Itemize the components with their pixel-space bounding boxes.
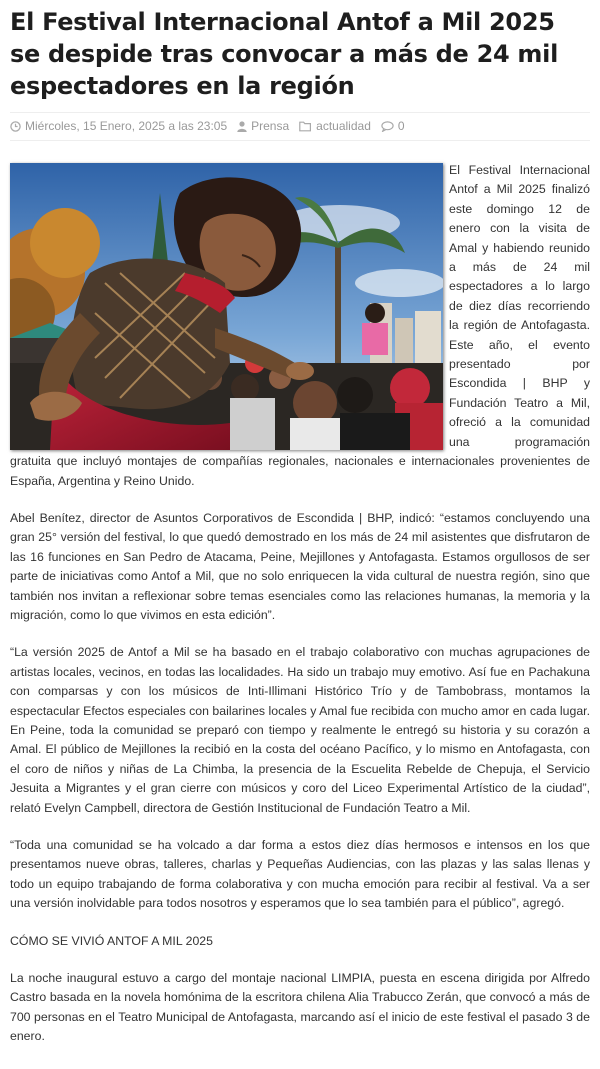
meta-category[interactable] xyxy=(299,119,371,133)
folder-icon xyxy=(299,121,312,132)
article-meta xyxy=(10,112,590,141)
comment-icon xyxy=(381,121,394,132)
meta-comments-count[interactable]: 0 xyxy=(397,119,405,133)
meta-author-link[interactable]: Prensa xyxy=(251,119,290,133)
meta-category-link[interactable]: actualidad xyxy=(316,119,371,133)
meta-author[interactable] xyxy=(237,119,289,133)
meta-date xyxy=(10,119,227,133)
meta-comments[interactable] xyxy=(381,119,405,133)
section-subheading: CÓMO SE VIVIÓ ANTOF A MIL 2025 xyxy=(10,933,213,948)
article xyxy=(0,6,600,1047)
user-icon xyxy=(237,121,247,132)
paragraph-2: Abel Benítez, director de Asuntos Corporativos de Escondida | BHP, indicó: “estamos concluyendo una gran 25° versión del festival, lo que quedó demostrado en los más de 24 mil asistentes que disfrutaron de las 16 funciones en San Pedro de Atacama, Peine, Mejillones y Antofagasta. Estamos orgullosos de ser parte de iniciativas como Antof a Mil, que no solo enriquecen la vida cultural de nuestra región, sino que también nos invitan a reflexionar sobre temas esenciales como las relaciones humanas, la memoria y la migración, como lo que vivimos en esta edición”. xyxy=(10,510,590,622)
paragraph-4: “Toda una comunidad se ha volcado a dar forma a estos diez días hermosos e intensos en los que presentamos nueve obras, talleres, charlas y Pequeñas Audiencias, con las plazas y las salas llenas y todo un equipo trabajando de forma colaborativa y con mucha emoción para recibir al festival. Va a ser una versión inolvidable para todos nosotros y esperamos que lo sea también para el público”, agregó. xyxy=(10,838,590,911)
paragraph-3: “La versión 2025 de Antof a Mil se ha basado en el trabajo colaborativo con muchas agrupaciones de artistas locales, vecinos, en todas las localidades. Ha sido un trabajo muy emotivo. Así fue en Pachakuna con comparsas y con los músicos de Inti-Illimani Histórico Trío y de Tambobrass, montamos la espectacular Efectos especiales con bailarines locales y Amal fue recibida con mucho amor en cada lugar. En Peine, toda la comunidad se preparó con tiempo y realmente le entregó su historia y su corazón a Amal. El público de Mejillones la recibió en la costa del océano Pacífico, y lo mismo en Antofagasta, con el coro de niños y niñas de La Chimba, la presencia de la Escuelita Rebelde de Chepuja, el Servicio Jesuita a Migrantes y el gran cierre con músicos y coro del Liceo Experimental Artístico de la ciudad”, relató Evelyn Campbell, directora de Gestión Institucional de Fundación Teatro a Mil. xyxy=(10,645,590,815)
article-photo xyxy=(10,163,443,450)
clock-icon xyxy=(10,121,21,132)
paragraph-1: El Festival Internacional Antof a Mil 2025 finalizó este domingo 12 de enero con la visita de Amal y habiendo reunido a más de 24 mil espectadores a lo largo de diez días recorriendo la región de Antofagasta. Este año, el evento presentado por Escondida | BHP y Fundación Teatro a Mil, ofreció a la comunidad una programación gratuita que incluyó montajes de compañías regionales, nacionales e internacionales provenientes de España, Argentina y Reino Unido. xyxy=(10,163,590,488)
paragraph-5: La noche inaugural estuvo a cargo del montaje nacional LIMPIA, puesta en escena dirigida por Alfredo Castro basada en la novela homónima de la escritora chilena Alia Trabucco Zerán, que convocó a más de 700 personas en el Teatro Municipal de Antofagasta, marcando así el inicio de este festival el pasado 3 de enero. xyxy=(10,971,590,1044)
article-title: El Festival Internacional Antof a Mil 2025 se despide tras convocar a más de 24 mil espectadores en la región xyxy=(10,8,558,100)
article-body xyxy=(10,161,590,1047)
meta-date-text: Miércoles, 15 Enero, 2025 a las 23:05 xyxy=(25,119,228,133)
